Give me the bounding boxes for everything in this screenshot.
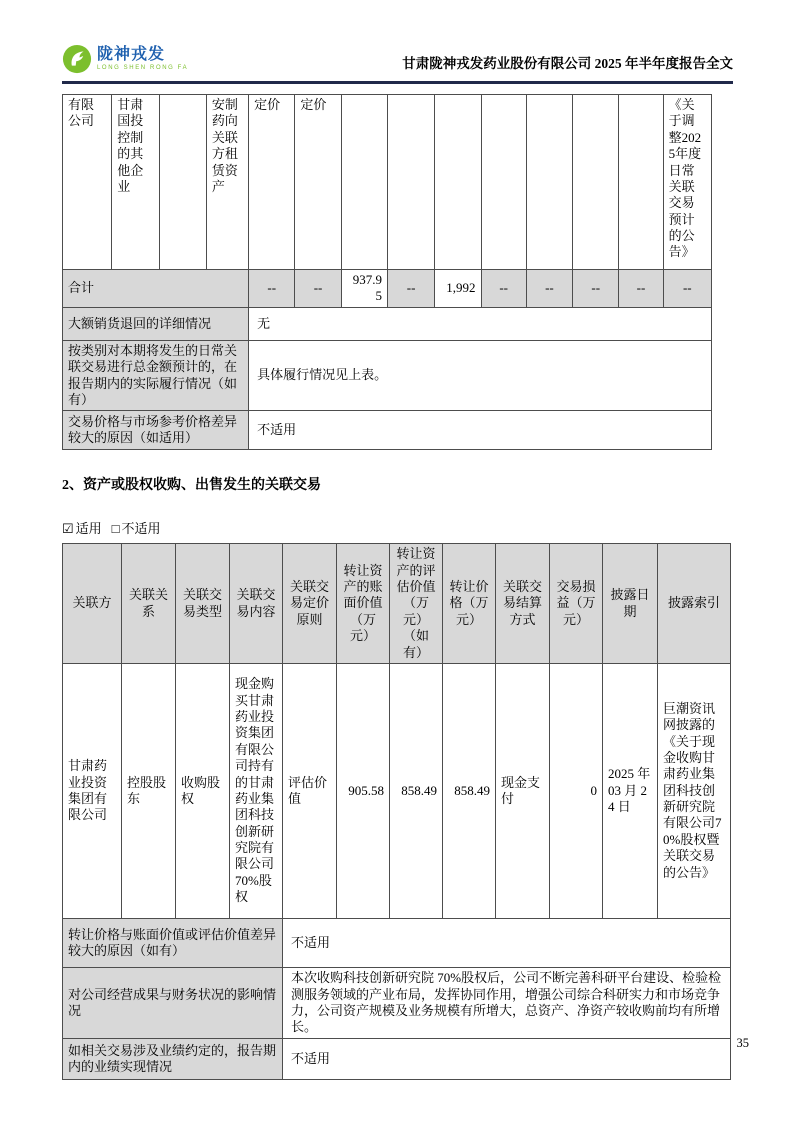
header-cell: 转让价格（万元） (443, 544, 496, 664)
page-number: 35 (736, 1036, 749, 1050)
data-cell: 甘肃国投控制的其他企业 (112, 95, 159, 270)
total-cell: -- (573, 270, 619, 308)
data-cell: 收购股权 (176, 663, 230, 918)
header-cell: 交易损益（万元） (550, 544, 603, 664)
note-value-cell: 具体履行情况见上表。 (249, 340, 712, 411)
data-cell: 评估价值 (283, 663, 337, 918)
note-row (63, 918, 731, 967)
data-cell: 现金购买甘肃药业投资集团有限公司持有的甘肃药业集团科技创新研究院有限公司70%股权 (230, 663, 283, 918)
total-cell: 937.95 (341, 270, 387, 308)
total-cell: -- (526, 270, 572, 308)
data-cell (619, 95, 663, 270)
total-row (63, 270, 712, 308)
note-value-cell: 不适用 (283, 1038, 731, 1079)
note-row (63, 340, 712, 411)
note-label-cell: 按类别对本期将发生的日常关联交易进行总金额预计的，在报告期内的实际履行情况（如有） (63, 340, 249, 411)
data-cell (526, 95, 572, 270)
total-cell: -- (619, 270, 663, 308)
applicable-option (62, 521, 102, 536)
total-label-cell: 合计 (63, 270, 249, 308)
total-cell: -- (387, 270, 434, 308)
total-cell: 1,992 (435, 270, 481, 308)
data-cell: 《关于调整2025年度日常关联交易预计的公告》 (663, 95, 711, 270)
data-cell (341, 95, 387, 270)
header-row (63, 544, 731, 664)
header-cell: 关联交易内容 (230, 544, 283, 664)
data-cell: 有限公司 (63, 95, 112, 270)
note-row (63, 967, 731, 1038)
data-cell: 定价 (295, 95, 341, 270)
total-cell: -- (663, 270, 711, 308)
note-label-cell: 大额销货退回的详细情况 (63, 307, 249, 340)
applicable-label: 适用 (75, 521, 102, 537)
header-cell: 关联交易类型 (176, 544, 230, 664)
header-cell: 关联方 (63, 544, 122, 664)
applicability-line (62, 518, 733, 537)
data-cell: 858.49 (390, 663, 443, 918)
section-heading: 2、资产或股权收购、出售发生的关联交易 (62, 478, 321, 494)
header-cell: 披露日期 (603, 544, 658, 664)
data-cell: 安制药向关联方租赁资产 (206, 95, 248, 270)
checkbox-checked-icon: ☑ (62, 521, 74, 537)
header-cell: 关联交易结算方式 (496, 544, 550, 664)
report-title: 甘肃陇神戎发药业股份有限公司 2025 年半年度报告全文 (402, 56, 733, 71)
company-logo (62, 44, 188, 74)
table-row (63, 663, 731, 918)
table-row (63, 95, 712, 270)
note-row (63, 411, 712, 450)
total-cell: -- (249, 270, 295, 308)
note-row (63, 1038, 731, 1079)
header-cell: 转让资产的账面价值（万元） (337, 544, 390, 664)
data-cell: 甘肃药业投资集团有限公司 (63, 663, 122, 918)
header-cell: 关联交易定价原则 (283, 544, 337, 664)
daily-related-transactions-table (62, 94, 712, 450)
not-applicable-label: 不适用 (121, 521, 161, 537)
data-cell: 定价 (249, 95, 295, 270)
note-label-cell: 交易价格与市场参考价格差异较大的原因（如适用） (63, 411, 249, 450)
note-row (63, 307, 712, 340)
data-cell: 858.49 (443, 663, 496, 918)
logo-name-cn: 陇神戎发 (97, 46, 166, 63)
data-cell: 2025 年 03 月 24 日 (603, 663, 658, 918)
data-cell: 现金支付 (496, 663, 550, 918)
total-cell: -- (295, 270, 341, 308)
logo-text (97, 47, 188, 71)
note-value-cell: 不适用 (283, 918, 731, 967)
note-label-cell: 转让价格与账面价值或评估价值差异较大的原因（如有） (63, 918, 283, 967)
data-cell: 控股股东 (122, 663, 176, 918)
header-cell: 转让资产的评估价值（万元）（如有） (390, 544, 443, 664)
note-label-cell: 对公司经营成果与财务状况的影响情况 (63, 967, 283, 1038)
data-cell (159, 95, 206, 270)
data-cell (481, 95, 526, 270)
data-cell (387, 95, 434, 270)
data-cell (435, 95, 481, 270)
page-header (62, 44, 733, 84)
not-applicable-option (112, 521, 161, 536)
logo-name-en: LONG SHEN RONG FA (97, 65, 189, 71)
note-value-cell: 不适用 (249, 411, 712, 450)
header-cell: 披露索引 (658, 544, 731, 664)
logo-icon (62, 44, 92, 74)
asset-acquisition-table (62, 543, 731, 1080)
note-value-cell: 本次收购科技创新研究院 70%股权后，公司不断完善科研平台建设、检验检测服务领域的产业布局，发挥协同作用，增强公司综合科研实力和市场竞争力，公司资产规模及业务规模有所增大，总资产、净资产较收购前均有所增长。 (283, 967, 731, 1038)
checkbox-unchecked-icon: □ (111, 521, 120, 537)
data-cell: 0 (550, 663, 603, 918)
data-cell: 巨潮资讯网披露的《关于现金收购甘肃药业集团科技创新研究院有限公司70%股权暨关联交易的公告》 (658, 663, 731, 918)
note-label-cell: 如相关交易涉及业绩约定的，报告期内的业绩实现情况 (63, 1038, 283, 1079)
total-cell: -- (481, 270, 526, 308)
note-value-cell: 无 (249, 307, 712, 340)
data-cell (573, 95, 619, 270)
header-cell: 关联关系 (122, 544, 176, 664)
data-cell: 905.58 (337, 663, 390, 918)
